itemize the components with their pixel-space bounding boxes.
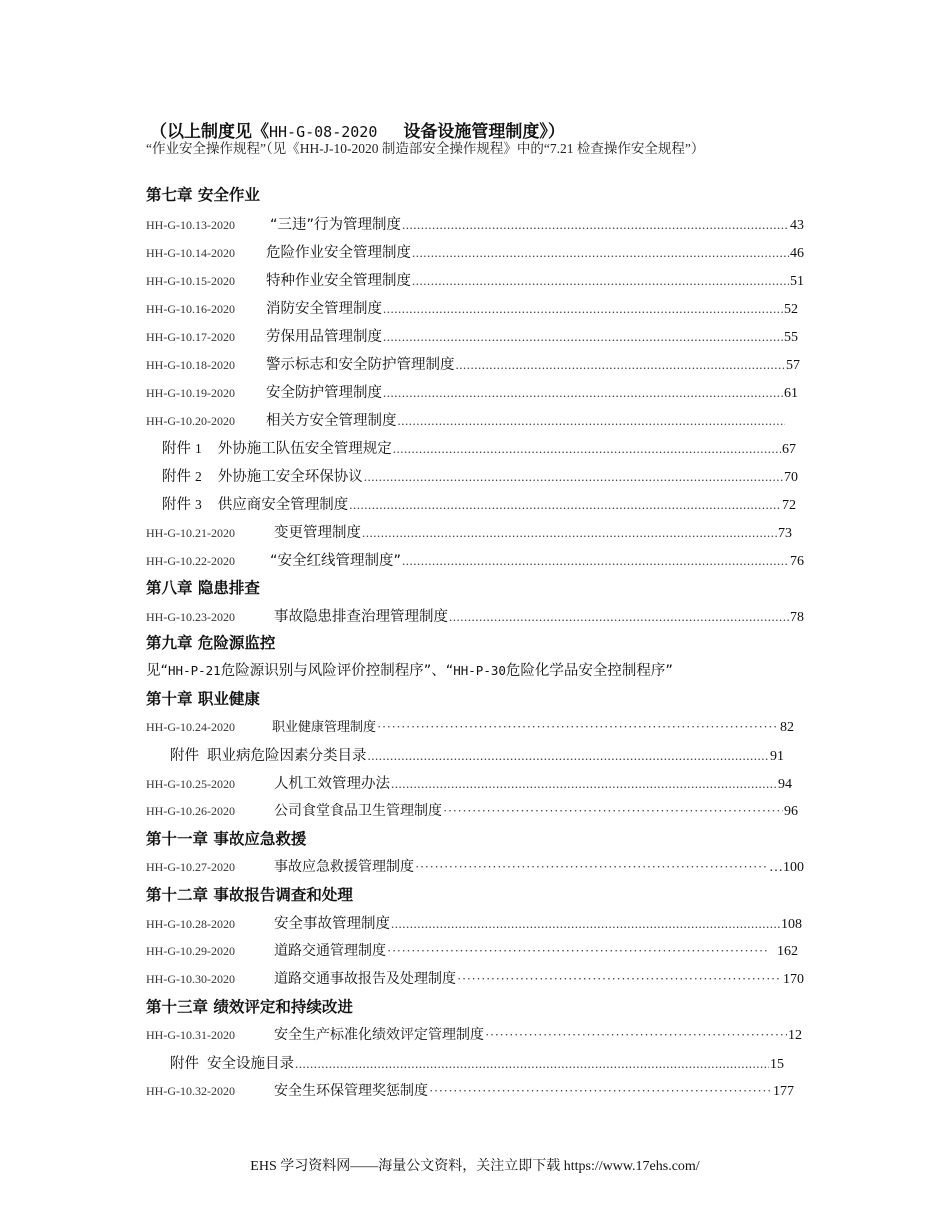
toc-row[interactable]	[146, 856, 804, 876]
toc-leader	[412, 273, 789, 289]
toc-title: “安全红线管理制度”	[270, 553, 402, 569]
toc-row[interactable]	[146, 213, 804, 234]
toc-title: 安全事故管理制度	[274, 916, 390, 932]
toc-code: HH-G-10.15-2020	[146, 274, 235, 288]
toc-title: “三违”行为管理制度	[270, 217, 402, 233]
reference-prefix: （以上制度见《	[150, 122, 269, 142]
toc-leader	[383, 329, 783, 345]
toc-leader	[295, 1056, 769, 1072]
toc-leader	[349, 497, 781, 513]
toc-row[interactable]	[146, 940, 798, 960]
toc-page: 51	[790, 274, 804, 289]
annex-row[interactable]	[162, 493, 796, 514]
toc-row[interactable]	[146, 269, 804, 290]
toc-leader	[457, 971, 782, 987]
annex-label: 附件	[162, 497, 191, 513]
toc-title: 劳保用品管理制度	[266, 329, 382, 345]
toc-leader	[383, 301, 783, 317]
toc-row[interactable]	[146, 800, 798, 820]
reference-title: 设备设施管理制度》）	[403, 122, 565, 142]
toc-row[interactable]	[146, 521, 792, 542]
toc-row[interactable]	[146, 605, 804, 626]
toc-leader	[387, 943, 767, 959]
annex-page: 72	[782, 498, 796, 513]
toc-leader	[377, 719, 779, 735]
toc-page: 61	[784, 386, 798, 401]
toc-leader	[412, 245, 789, 261]
toc-code: HH-G-10.25-2020	[146, 777, 235, 791]
annex-title: 安全设施目录	[207, 1056, 294, 1072]
toc-title: 相关方安全管理制度	[266, 413, 397, 429]
toc-leader	[402, 217, 789, 233]
toc-code: HH-G-10.18-2020	[146, 358, 235, 372]
toc-leader	[362, 525, 777, 541]
toc-row[interactable]	[146, 409, 786, 430]
toc-page: 57	[786, 358, 800, 373]
hazard-text-2: 危险化学品安全控制程序”	[505, 663, 673, 679]
toc-code: HH-G-10.14-2020	[146, 246, 235, 260]
toc-row[interactable]	[146, 1080, 794, 1100]
annex-row[interactable]	[170, 744, 784, 765]
toc-title: 事故应急救援管理制度	[274, 860, 414, 875]
toc-leader	[443, 803, 783, 819]
toc-leader	[429, 1083, 772, 1099]
chapter-7-heading: 第七章 安全作业	[146, 186, 260, 204]
annex-title: 外协施工安全环保协议	[217, 469, 363, 485]
toc-code: HH-G-10.21-2020	[146, 526, 235, 540]
hazard-prefix: 见“	[146, 663, 169, 679]
toc-page: 76	[790, 554, 804, 569]
toc-page: …100	[769, 860, 804, 875]
annex-title: 供应商安全管理制度	[217, 497, 349, 513]
toc-code: HH-G-10.16-2020	[146, 302, 235, 316]
chapter-10-heading: 第十章 职业健康	[146, 690, 260, 708]
toc-leader	[415, 859, 768, 875]
chapter-11-heading: 第十一章 事故应急救援	[146, 830, 307, 848]
toc-page: 177	[773, 1084, 794, 1099]
toc-title: 消防安全管理制度	[266, 301, 382, 317]
toc-title: 警示标志和安全防护管理制度	[266, 357, 455, 373]
toc-code: HH-G-10.26-2020	[146, 804, 235, 818]
toc-title: 道路交通管理制度	[274, 944, 386, 959]
toc-page: 46	[790, 246, 804, 261]
annex-label: 附件	[162, 469, 191, 485]
toc-title: 事故隐患排查治理管理制度	[274, 609, 448, 625]
toc-title: 危险作业安全管理制度	[266, 245, 411, 261]
toc-page: 170	[783, 972, 804, 987]
toc-page: 96	[784, 804, 798, 819]
toc-code: HH-G-10.22-2020	[146, 554, 235, 568]
annex-page: 15	[770, 1057, 784, 1072]
annex-title: 职业病危险因素分类目录	[207, 748, 367, 764]
hazard-text-1: 危险源识别与风险评价控制程序”、“	[220, 663, 454, 679]
toc-row[interactable]	[146, 325, 798, 346]
annex-title: 外协施工队伍安全管理规定	[217, 441, 392, 457]
toc-code: HH-G-10.32-2020	[146, 1084, 235, 1098]
toc-page: 82	[780, 720, 794, 735]
chapter-8-heading: 第八章 隐患排查	[146, 579, 260, 597]
toc-leader	[398, 413, 786, 429]
toc-row[interactable]	[146, 716, 794, 736]
toc-title: 安全防护管理制度	[266, 385, 382, 401]
toc-page: 78	[790, 610, 804, 625]
annex-label: 附件	[170, 1056, 199, 1072]
toc-code: HH-G-10.19-2020	[146, 386, 235, 400]
reference-heading	[150, 117, 565, 142]
toc-row[interactable]	[146, 1024, 802, 1044]
toc-code: HH-G-10.30-2020	[146, 972, 235, 986]
toc-leader	[485, 1027, 787, 1043]
toc-page: 94	[778, 777, 792, 792]
annex-row[interactable]	[162, 437, 796, 458]
annex-row[interactable]	[170, 1052, 784, 1073]
toc-title: 道路交通事故报告及处理制度	[274, 972, 456, 987]
toc-page: 43	[790, 218, 804, 233]
page-footer: EHS 学习资料网——海量公文资料，关注立即下载 https://www.17ehs.com/	[250, 1159, 700, 1174]
hazard-code-2: HH-P-30	[453, 663, 506, 678]
chapter-12-heading: 第十二章 事故报告调查和处理	[146, 886, 353, 904]
toc-title: 安全生环保管理奖惩制度	[274, 1084, 428, 1099]
toc-leader	[391, 776, 777, 792]
toc-page: 73	[778, 526, 792, 541]
annex-page: 67	[782, 442, 796, 457]
procedure-note: “作业安全操作规程”（见《HH-J-10-2020 制造部安全操作规程》中的“7.21 检查操作安全规程”）	[146, 141, 705, 156]
toc-leader	[364, 469, 783, 485]
annex-label: 附件	[162, 441, 191, 457]
toc-code: HH-G-10.29-2020	[146, 944, 235, 958]
toc-code: HH-G-10.31-2020	[146, 1028, 235, 1042]
chapter-9-heading: 第九章 危险源监控	[146, 634, 276, 652]
toc-code: HH-G-10.13-2020	[146, 218, 235, 232]
toc-title: 安全生产标准化绩效评定管理制度	[274, 1028, 484, 1043]
toc-row[interactable]	[146, 241, 804, 262]
hazard-code-1: HH-P-21	[168, 663, 221, 678]
toc-title: 变更管理制度	[274, 525, 361, 541]
toc-row[interactable]	[146, 381, 798, 402]
toc-leader	[456, 357, 786, 373]
toc-row[interactable]	[146, 968, 804, 988]
toc-leader	[368, 748, 770, 764]
toc-leader	[391, 916, 780, 932]
toc-leader	[449, 609, 789, 625]
reference-code: HH-G-08-2020	[269, 123, 378, 141]
annex-number: 2	[195, 469, 202, 484]
annex-page: 70	[784, 470, 798, 485]
toc-code: HH-G-10.20-2020	[146, 414, 235, 428]
toc-leader	[402, 553, 789, 569]
toc-row[interactable]	[146, 912, 802, 933]
hazard-reference-line	[146, 659, 673, 680]
toc-page: 12	[788, 1028, 802, 1043]
toc-page: 162	[777, 944, 798, 959]
toc-page: 55	[784, 330, 798, 345]
annex-page: 91	[770, 749, 784, 764]
toc-row[interactable]	[146, 772, 792, 793]
toc-code: HH-G-10.28-2020	[146, 917, 235, 931]
toc-title: 人机工效管理办法	[274, 776, 390, 792]
toc-code: HH-G-10.17-2020	[146, 330, 235, 344]
toc-title: 公司食堂食品卫生管理制度	[274, 804, 442, 819]
annex-number: 3	[195, 497, 202, 512]
annex-row[interactable]	[162, 465, 798, 486]
toc-leader	[393, 441, 781, 457]
toc-title: 职业健康管理制度	[272, 719, 377, 734]
annex-label: 附件	[170, 748, 199, 764]
toc-row[interactable]	[146, 353, 800, 374]
toc-code: HH-G-10.23-2020	[146, 610, 235, 624]
toc-leader	[383, 385, 783, 401]
toc-page: 52	[784, 302, 798, 317]
toc-row[interactable]	[146, 549, 804, 570]
toc-page: 108	[781, 917, 802, 932]
annex-number: 1	[195, 441, 202, 456]
toc-title: 特种作业安全管理制度	[266, 273, 411, 289]
toc-code: HH-G-10.27-2020	[146, 860, 235, 874]
toc-code: HH-G-10.24-2020	[146, 720, 235, 734]
chapter-13-heading: 第十三章 绩效评定和持续改进	[146, 998, 353, 1016]
toc-row[interactable]	[146, 297, 798, 318]
